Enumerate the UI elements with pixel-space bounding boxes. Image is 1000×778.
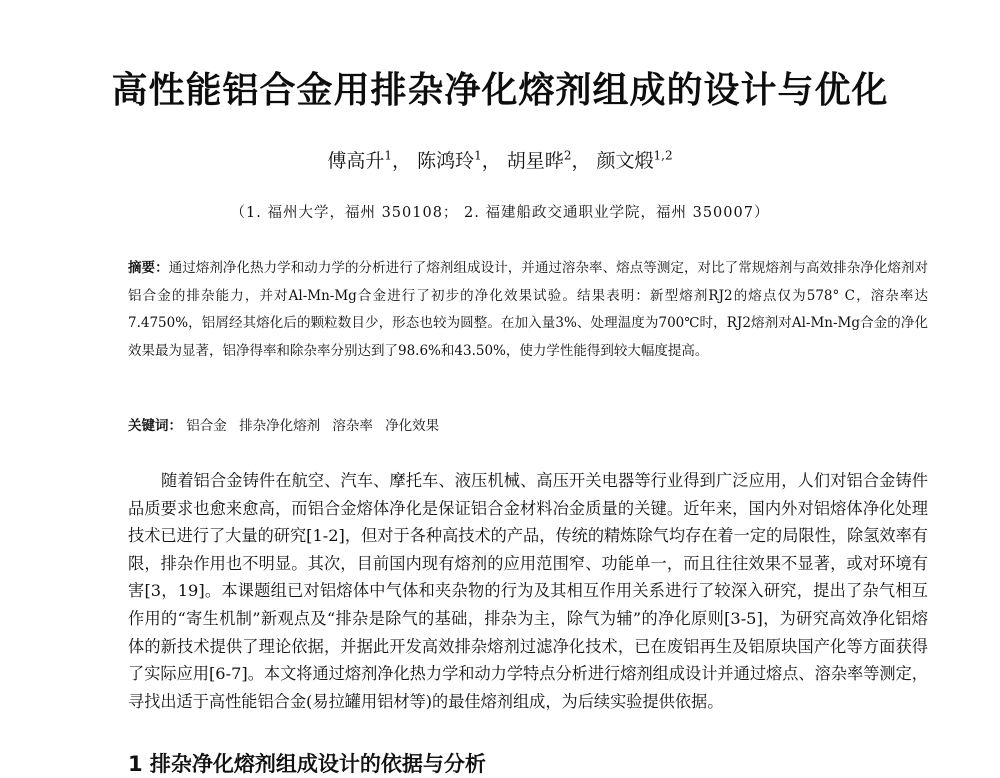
keywords-label: 关键词：	[128, 418, 182, 434]
introduction	[128, 467, 928, 715]
section-heading: 1 排杂净化熔剂组成设计的依据与分析	[128, 752, 486, 776]
author-list	[0, 146, 1000, 173]
author: 陈鸿玲$^1$，	[417, 148, 501, 172]
keywords	[128, 414, 928, 434]
paper-title: 高性能铝合金用排杂净化熔剂组成的设计与优化	[111, 70, 889, 111]
author: 胡星晔$^2$，	[506, 148, 591, 172]
author: 傅高升$^1$，	[327, 148, 412, 172]
author: 颜文煅$^{1,2}$	[596, 148, 673, 172]
keyword: 铝合金	[186, 418, 227, 434]
affiliations: （1. 福州大学，福州 350108； 2. 福建船政交通职业学院，福州 350007）	[230, 205, 770, 221]
abstract-label: 摘要：	[128, 260, 169, 276]
intro-paragraph: 随着铝合金铸件在航空、汽车、摩托车、液压机械、高压开关电器等行业得到广泛应用，人们对铝合金铸件品质要求也愈来愈高，而铝合金熔体净化是保证铝合金材料冶金质量的关键。近年来，国内外对铝熔体净化处理技术已进行了大量的研究[1-2]，但对于各种高技术的产品，传统的精炼除气均存在着一定的局限性，除氢效率有限，排杂作用也不明显。其次，目前国内现有熔剂的应用范围窄、功能单一，而且往往效果不显著，或对环境有害[3，19]。本课题组已对铝熔体中气体和夹杂物的行为及其相互作用关系进行了较深入研究，提出了杂气相互作用的“寄生机制”新观点及“排杂是除气的基础，排杂为主，除气为辅”的净化原则[3-5]，为研究高效净化铝熔体的新技术提供了理论依据，并据此开发高效排杂熔剂过滤净化技术，已在废铝再生及铝原块国产化等方面获得了实际应用[6-7]。本文将通过熔剂净化热力学和动力学特点分析进行熔剂组成设计并通过熔点、溶杂率等测定，寻找出适于高性能铝合金(易拉罐用铝材等)的最佳熔剂组成，为后续实验提供依据。	[128, 471, 928, 711]
keyword: 溶杂率	[332, 418, 373, 434]
keyword: 排杂净化熔剂	[239, 418, 321, 434]
keyword: 净化效果	[385, 418, 440, 434]
abstract	[128, 255, 928, 365]
abstract-text: 通过熔剂净化热力学和动力学的分析进行了熔剂组成设计，并通过溶杂率、熔点等测定，对比了常规熔剂与高效排杂净化熔剂对铝合金的排杂能力，并对Al-Mn-Mg合金进行了初步的净化效果试验。结果表明：新型熔剂RJ2的熔点仅为578° C，溶杂率达7.4750%，铝屑经其熔化后的颗粒数目少，形态也较为圆整。在加入量3%、处理温度为700℃时，RJ2熔剂对Al-Mn-Mg合金的净化效果最为显著，铝净得率和除杂率分别达到了98.6%和43.50%，使力学性能得到较大幅度提高。	[128, 260, 929, 359]
